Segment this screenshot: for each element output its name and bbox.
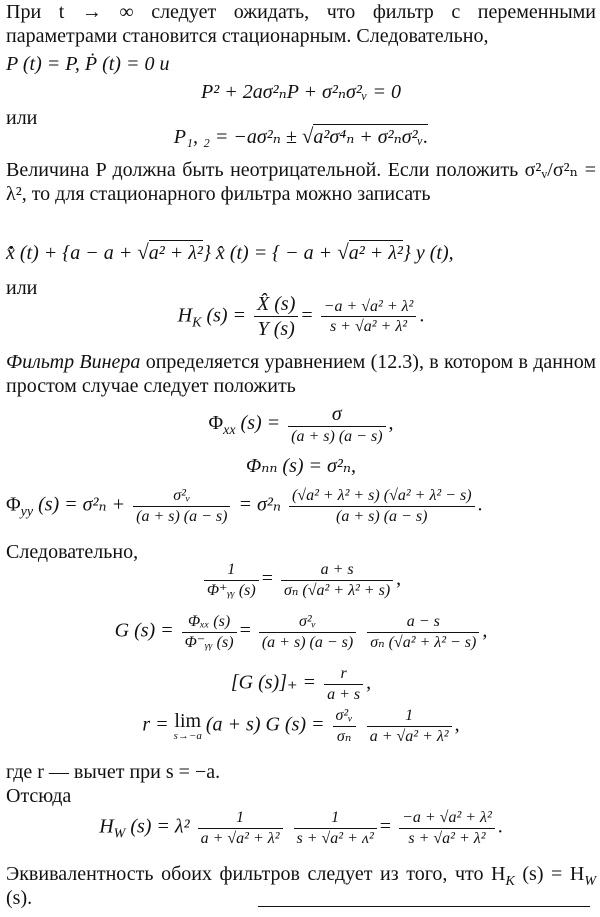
intro-text: При t → ∞ следует ожидать, что фильтр с переменными параметрами становится стационарным. Следовательно, <box>6 1 596 48</box>
gde-text: где r — вычет при s = −a. <box>6 761 221 783</box>
phiyy-den: (a + s) (a − s) <box>136 507 228 525</box>
phiyy-symbol: Φ <box>6 493 21 516</box>
equation-g: G (s) = $\frac{\text{Φₓₓ (s)}}{\text{Φ⁻ᵧᵧ (s)}}$ = $\frac{\text{σ²ᵥ}}{(a + s) (a - s)}$ $\frac{a - s}{\text{σₙ (√a² + λ² − s)}}$ , <box>114 613 488 651</box>
sled-text: Следовательно, <box>6 541 139 563</box>
inv-den: Φ⁺ᵧᵧ (s) <box>206 581 256 599</box>
end-rule <box>258 906 590 907</box>
inv-fraction-2 <box>281 560 393 600</box>
equation-phixx: $\Phi_{xx}$ (s) = $\frac{\sigma}{(a + s) (a - s)}$ , <box>208 403 394 446</box>
r-fraction-1 <box>333 706 356 746</box>
p12-root: a²σ⁴ₙ + σ²ₙσ²ᵥ. <box>313 126 429 148</box>
eq-p-const-text: P (t) = P, Ṗ (t) = 0 и <box>6 53 170 75</box>
p4-end: (s). <box>6 887 33 910</box>
hk-den1: Y (s) <box>257 318 295 341</box>
phiyy-eq: (s) = σ²ₙ + <box>33 493 126 516</box>
equation-riccati <box>6 80 596 104</box>
phiyy-num: σ²ᵥ <box>133 486 230 507</box>
g-fraction-1 <box>182 612 237 652</box>
hk-symbol: H <box>177 304 193 327</box>
hw-num1: 1 <box>198 808 283 829</box>
hw-fraction-3 <box>399 808 495 848</box>
hw-symbol: H <box>99 815 114 838</box>
hw-den1: a + √a² + λ² <box>200 829 280 847</box>
equation-residue: r = lim s→−a (a + s) G (s) = $\frac{\text{σ²ᵥ}}{\text{σₙ}}$ $\frac{1}{\text{a + √a² + λ²}}$ , <box>142 707 460 745</box>
g-fraction-2 <box>259 612 356 652</box>
r-den2: a + √a² + λ² <box>369 727 449 745</box>
phixx-num: σ <box>288 402 385 427</box>
gplus-lhs: [G (s)]₊ = <box>230 671 317 694</box>
equation-phinn <box>6 454 596 478</box>
g-lhs: G (s) = <box>114 619 174 642</box>
paragraph-wiener <box>6 350 596 399</box>
paragraph-intro <box>6 0 596 49</box>
phiyy-mid: = σ²ₙ <box>233 493 281 516</box>
equation-g-plus: [G (s)]₊ = $\frac{r}{a + s}$ , <box>230 665 372 703</box>
filter-part-b: a² + λ² <box>148 242 203 264</box>
lim-word: lim <box>174 709 202 732</box>
inv-num2: a + s <box>281 560 393 581</box>
filter-part-c: } x̂ (t) = { − a + <box>202 242 338 264</box>
hw-fraction-2 <box>294 808 377 848</box>
lim-under: s→−a <box>173 729 202 742</box>
p2-text: Величина P должна быть неотрицательной. Если положить σ²ᵥ/σ²ₙ = λ², то для стационарного фильтра можно записать <box>6 159 596 206</box>
phixx-arg: (s) = <box>235 412 281 435</box>
hk-den2: s + √a² + λ² <box>329 318 408 336</box>
g-den3: σₙ (√a² + λ² − s) <box>370 633 477 651</box>
gplus-fraction <box>324 664 363 704</box>
hk-subscript: K <box>192 315 202 331</box>
g-den2: (a + s) (a − s) <box>261 633 354 651</box>
phinn-text: Φₙₙ (s) = σ²ₙ, <box>246 455 356 477</box>
equation-hw: $H_W$ (s) = λ² $\frac{1}{\text{a + √a² + λ²}}$ $\frac{1}{\text{s + √a² + ʌ²}}$ = $\frac{\text{−a + √a² + λ²}}{\text{s + √a² + λ²}}$ . <box>99 809 503 847</box>
hw-num3: −a + √a² + λ² <box>399 808 495 829</box>
hk-fraction-1 <box>254 292 298 342</box>
r-num2: 1 <box>367 706 452 727</box>
ili-text: или <box>6 107 38 129</box>
hw-arg: (s) = λ² <box>125 815 190 838</box>
phiyy-fraction-1 <box>133 486 230 526</box>
phixx-symbol: Φ <box>208 412 224 435</box>
eq-riccati-text: P² + 2aσ²ₙP + σ²ₙσ²ᵥ = 0 <box>201 81 401 103</box>
paragraph-equivalence <box>6 862 596 911</box>
phiyy-den2: (a + s) (a − s) <box>336 507 428 525</box>
wiener-emphasis: Фильтр Винера <box>6 351 141 373</box>
r-fraction-2 <box>367 706 452 746</box>
inv-num: 1 <box>204 560 259 581</box>
ili-text: или <box>6 277 38 299</box>
hw-fraction-1 <box>198 808 283 848</box>
p4-sub-k: K <box>505 874 515 889</box>
hk-fraction-2 <box>321 297 417 337</box>
hw-subscript: W <box>113 826 126 842</box>
gplus-num: r <box>324 664 363 685</box>
hk-arg: (s) = <box>201 304 247 327</box>
residue-note <box>6 760 596 784</box>
r-den1: σₙ <box>336 727 352 745</box>
paragraph-p-nonnegative <box>6 158 596 207</box>
r-mid: (a + s) G (s) = <box>205 713 325 736</box>
equation-stationary-filter: x̂̇ (t) + {a − a + √a² + λ²} x̂ (t) = { − a + √a² + λ²} y (t), <box>6 240 454 264</box>
g-den1: Φ⁻ᵧᵧ (s) <box>184 633 234 651</box>
equation-p-constant <box>6 52 596 76</box>
hw-den2: s + √a² + ʌ² <box>296 829 374 847</box>
inv-den2: σₙ (√a² + λ² + s) <box>284 581 391 599</box>
p4-text: Эквивалентность обоих фильтров следует из того, что H <box>6 863 506 885</box>
inv-fraction-1 <box>204 560 259 600</box>
phixx-subscript: xx <box>223 423 236 439</box>
hk-num2: −a + √a² + λ² <box>321 297 417 318</box>
equation-phiyy: $\Phi_{yy}$ (s) = σ²ₙ + $\frac{\text{σ²ᵥ}}{(a + s) (a - s)}$ = σ²ₙ $\frac{\text{(√a² + λ² + s) (√a² + λ² − s)}}{(a + s) (a - s)}$ . <box>6 487 483 525</box>
gplus-den: a + s <box>327 685 361 703</box>
filter-part-a: x̂̇ (t) + {a − a + <box>6 242 138 264</box>
p12-lhs: P₁, ₂ = −aσ²ₙ ± <box>173 126 297 148</box>
r-num1: σ²ᵥ <box>333 706 356 727</box>
p4-mid: (s) = H <box>514 863 585 885</box>
phixx-den: (a + s) (a − s) <box>291 428 383 446</box>
g-fraction-3 <box>367 612 479 652</box>
filter-part-d: a² + λ² <box>348 242 403 264</box>
equation-p12: P₁, ₂ = −aσ²ₙ ± √a²σ⁴ₙ + σ²ₙσ²ᵥ. <box>173 124 429 148</box>
phixx-fraction <box>288 402 385 447</box>
phiyy-subscript: yy <box>20 504 34 520</box>
wiener-rest: определяется уравнением (12.3), в котором в данном простом случае следует положить <box>6 351 596 398</box>
hk-num1: X̂ (s) <box>254 292 298 317</box>
filter-part-e: } y (t), <box>402 242 454 264</box>
word-otsyuda <box>6 784 596 808</box>
equation-hk: $H_K$ (s) = $\frac{X̂ (s)}{Y (s)}$ = $\frac{\text{−a + √a² + λ²}}{\text{s + √a² + λ²}}$ . <box>177 293 425 341</box>
hw-den3: s + √a² + λ² <box>408 829 486 847</box>
phiyy-fraction-2 <box>289 486 475 526</box>
p4-sub-w: W <box>584 874 596 889</box>
g-num3: a − s <box>367 612 479 633</box>
r-lhs: r = <box>142 713 169 736</box>
equation-inverse-factor: $\frac{1}{\text{Φ⁺ᵧᵧ (s)}}$ = $\frac{a + s}{\text{σₙ (√a² + λ² + s)}}$ , <box>6 560 596 600</box>
limit-operator <box>174 711 202 742</box>
g-num2: σ²ᵥ <box>259 612 356 633</box>
g-num1: Φₓₓ (s) <box>182 612 237 633</box>
otsyuda-text: Отсюда <box>6 785 72 807</box>
hw-num2: 1 <box>294 808 377 829</box>
phiyy-num2: (√a² + λ² + s) (√a² + λ² − s) <box>289 486 475 507</box>
